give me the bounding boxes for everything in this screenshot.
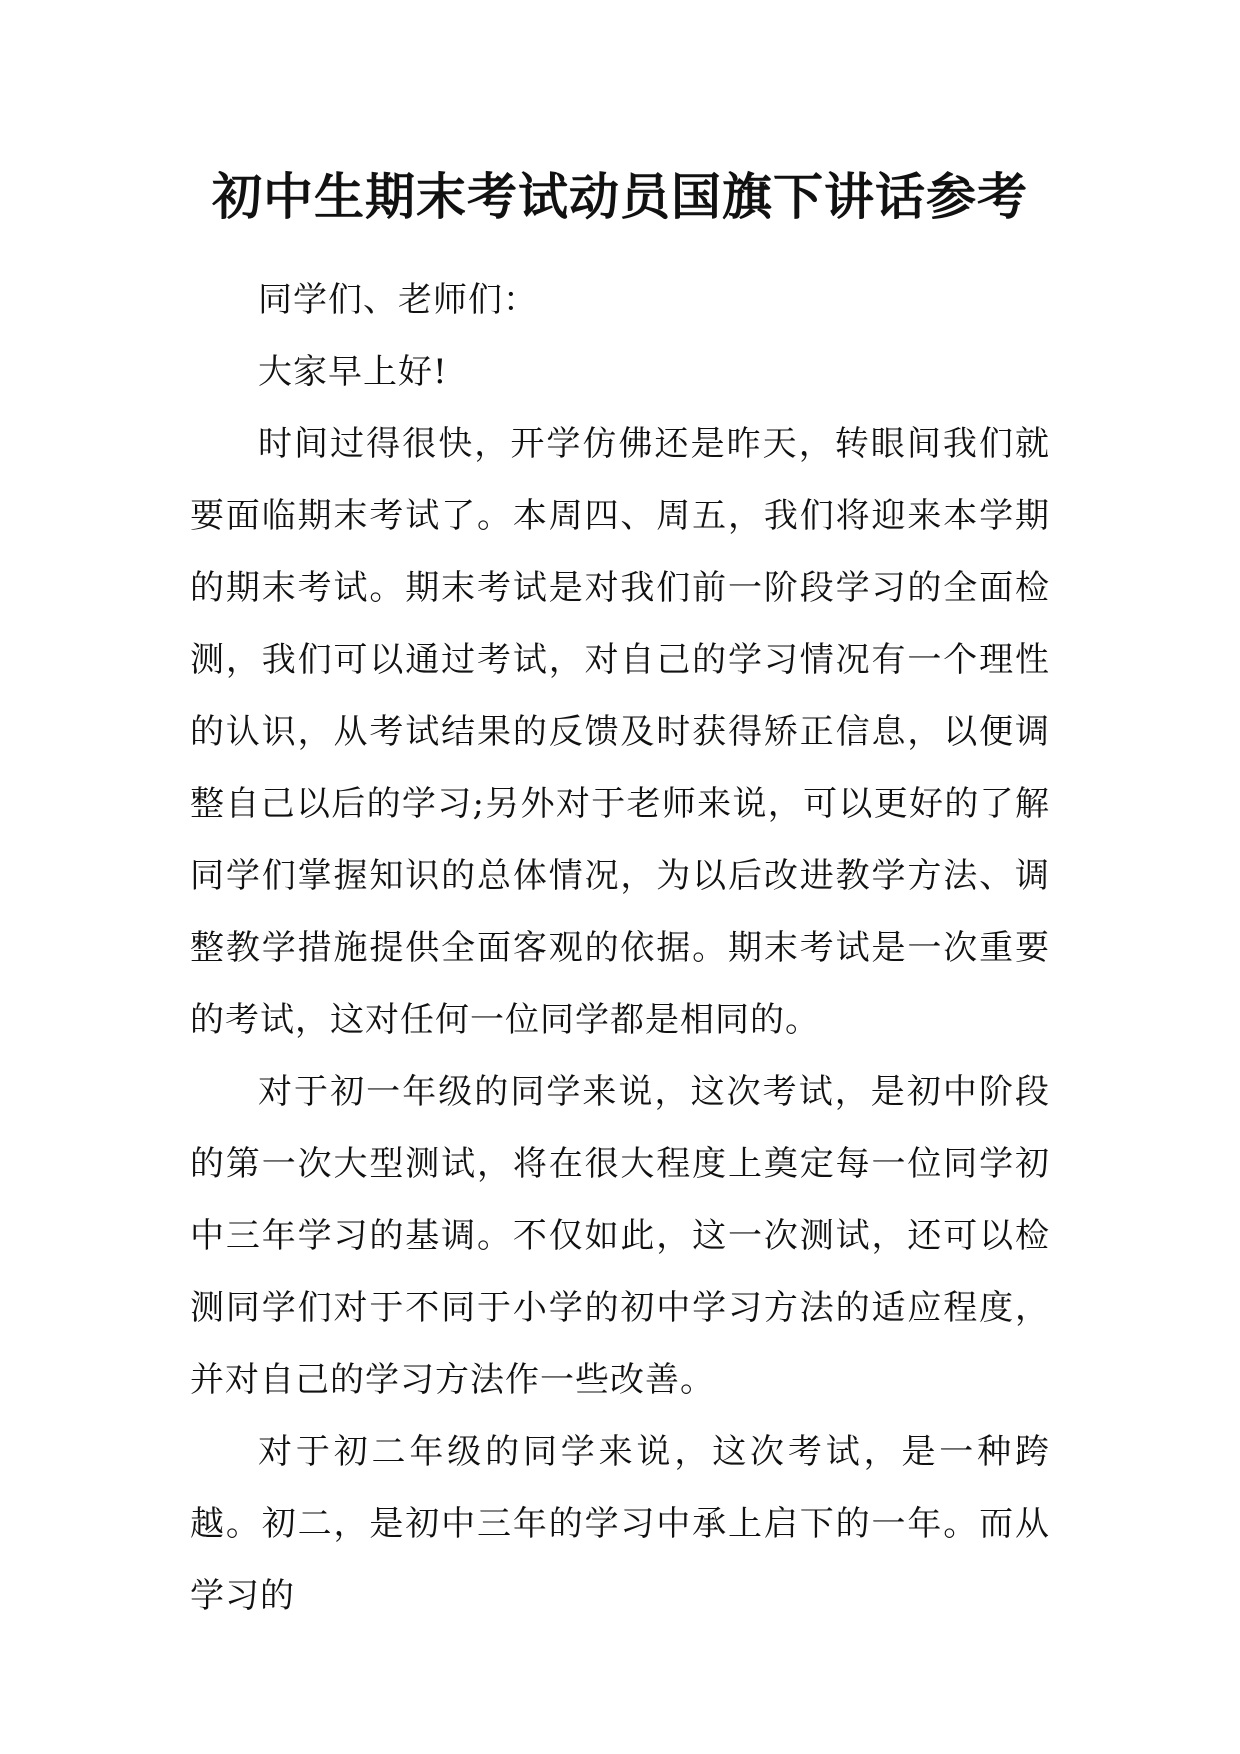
paragraph-grade-one: 对于初一年级的同学来说，这次考试，是初中阶段的第一次大型测试，将在很大程度上奠定每一位同学初中三年学习的基调。不仅如此，这一次测试，还可以检测同学们对于不同于小学的初中学习方法的适应程度，并对自己的学习方法作一些改善。 xyxy=(190,1072,1050,1400)
greeting: 大家早上好! xyxy=(258,352,448,392)
paragraph-grade-two: 对于初二年级的同学来说，这次考试，是一种跨越。初二，是初中三年的学习中承上启下的一年。而从学习的 xyxy=(190,1432,1050,1616)
salutation: 同学们、老师们： xyxy=(258,280,538,320)
document-title: 初中生期末考试动员国旗下讲话参考 xyxy=(212,167,1028,226)
paragraph-intro: 时间过得很快，开学仿佛还是昨天，转眼间我们就要面临期末考试了。本周四、周五，我们将迎来本学期的期末考试。期末考试是对我们前一阶段学习的全面检测，我们可以通过考试，对自己的学习情况有一个理性的认识，从考试结果的反馈及时获得矫正信息，以便调整自己以后的学习;另外对于老师来说，可以更好的了解同学们掌握知识的总体情况，为以后改进教学方法、调整教学措施提供全面客观的依据。期末考试是一次重要的考试，这对任何一位同学都是相同的。 xyxy=(190,424,1050,1040)
document-body xyxy=(190,264,1050,1632)
